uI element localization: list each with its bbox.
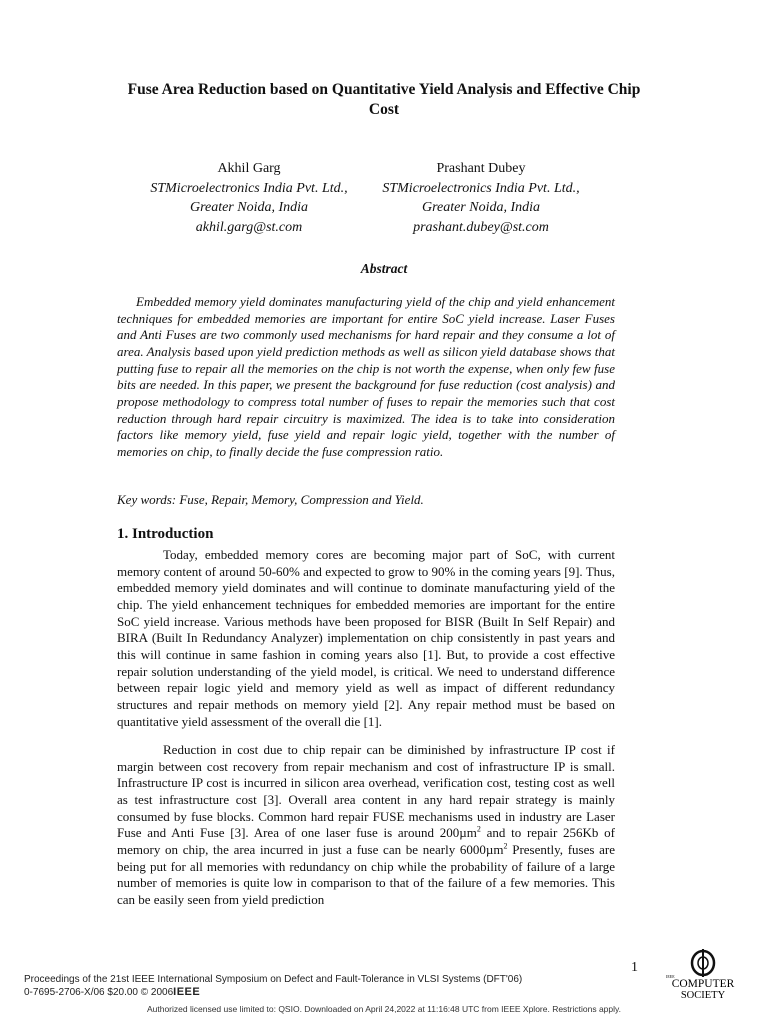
footer-isbn-line <box>24 986 522 999</box>
keywords: Key words: Fuse, Repair, Memory, Compression and Yield. <box>117 492 424 507</box>
proceedings-footer <box>24 973 522 999</box>
author-location: Greater Noida, India <box>421 200 541 215</box>
author-location: Greater Noida, India <box>189 200 309 215</box>
ieee-logo: IEEE <box>173 986 201 998</box>
author-name: Akhil Garg <box>217 161 281 176</box>
paragraph-text: Reduction in cost due to chip repair can be diminished by infrastructure IP cost if margin between cost recovery from repair mechanism and cost of infrastructure IP is small. Infrastructure IP cost is incurred in silicon area overhead, verification cost, testing cost as well as test infrastructure cost [3]. Overall area content in any hard repair strategy is mainly consumed by fuse blocks. Common hard repair FUSE mechanisms used in industry are Laser Fuse and Anti Fuse [3]. Area of one laser fuse is around 200µm <box>117 742 615 841</box>
footer-isbn: 0-7695-2706-X/06 $20.00 © 2006 <box>24 987 174 998</box>
footer-proceedings-line: Proceedings of the 21st IEEE International Symposium on Defect and Fault-Tolerance in VLSI Systems (DFT'06) <box>24 974 523 985</box>
superscript: 2 <box>503 841 508 851</box>
author-block-2 <box>366 159 596 237</box>
paragraph-text: and to repair 256Kb of memory on chip, the area incurred in just a fuse can be nearly 6000µm <box>117 825 615 857</box>
abstract-text: Embedded memory yield dominates manufacturing yield of the chip and yield enhancement techniques for embedded memories are important for entire SoC yield increase. Laser Fuses and Anti Fuses are two commonly used mechanisms for hard repair and they consume a lot of area. Analysis based upon yield prediction methods as well as silicon yield database shows that putting fuse to repair all the memories on the chip is not worth the expense, when only few fuse bits are needed. In this paper, we present the background for fuse reduction (cost analysis) and propose methodology to compress total number of fuses to repair the memories such that cost reduction through hard repair circuitry is maximized. The idea is to take into consideration factors like memory yield, fuse yield and repair logic yield, together with the number of memories on chip, to finally decide the fuse compression ratio. <box>117 294 615 459</box>
superscript: 2 <box>476 824 481 834</box>
page-number: 1 <box>631 960 638 975</box>
author-name: Prashant Dubey <box>436 161 526 176</box>
paragraph-text: Presently, fuses are being put for all memories with redundancy on chip while the probability of failure of a large number of memories is quite low in comparison to that of the failure of a few memories. This can be easily seen from yield prediction <box>117 841 615 907</box>
logo-small-text: IEEE <box>666 974 675 979</box>
logo-line2: SOCIETY <box>680 990 726 1000</box>
author-affiliation: STMicroelectronics India Pvt. Ltd., <box>150 180 348 196</box>
section-heading-introduction: 1. Introduction <box>117 526 214 542</box>
authorized-use-notice: Authorized licensed use limited to: QSIO. Downloaded on April 24,2022 at 11:16:48 UTC from IEEE Xplore. Restrictions apply. <box>146 1004 622 1014</box>
intro-paragraph-1: Today, embedded memory cores are becoming major part of SoC, with current memory content of around 50-60% and expected to grow to 90% in the coming years [9]. Thus, embedded memory yield dominates and will continue to dominate manufacturing yield of the chip. The yield enhancement techniques for embedded memories are important for the entire SoC yield increase. Various methods have been proposed for BISR (Built In Self Repair) and BIRA (Built In Redundancy Analyzer) implementation on chip consistently in past years and this will continue in same fashion in coming years also [1]. But, to provide a cost effective repair solution understanding of the yield model, is critical. We need to understand difference between repair logic yield and memory yield as well as impact of different redundancy structures and repair methods on memory yield [2]. Any repair method must be based on quantitative yield assessment of the overall die [1]. <box>117 547 615 729</box>
logo-line1: COMPUTER <box>671 978 735 990</box>
author-block-1 <box>134 159 364 237</box>
computer-society-logo <box>662 948 744 1000</box>
abstract-heading: Abstract <box>360 261 408 276</box>
intro-paragraph-2 <box>117 742 615 909</box>
author-affiliation: STMicroelectronics India Pvt. Ltd., <box>382 180 580 196</box>
author-email: akhil.garg@st.com <box>195 219 303 235</box>
author-email: prashant.dubey@st.com <box>413 219 549 235</box>
paper-title: Fuse Area Reduction based on Quantitative Yield Analysis and Effective Chip Cost <box>127 81 641 118</box>
